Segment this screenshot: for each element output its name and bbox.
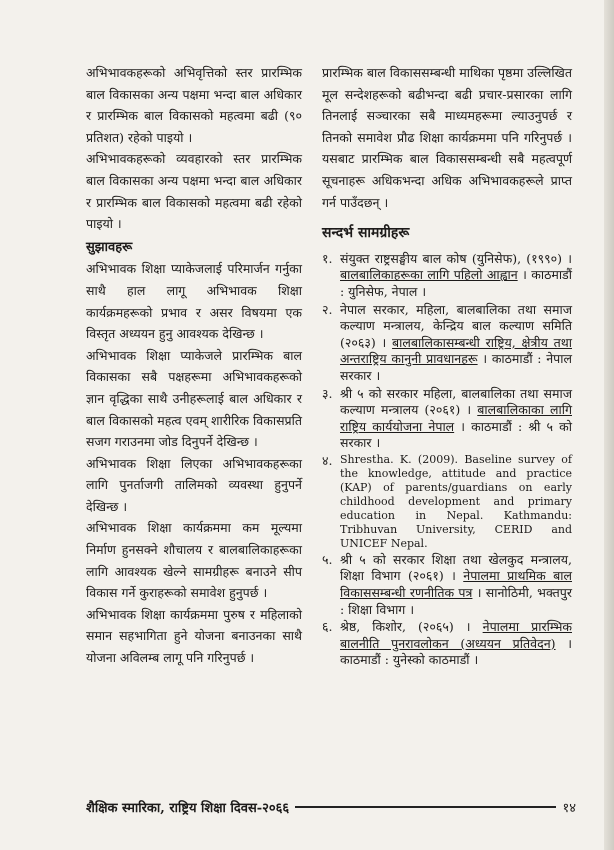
reference-text: [340, 552, 572, 618]
suggestion-paragraph-6: प्रारम्भिक बाल विकाससम्बन्धी माथिका पृष्ठमा उल्लिखित मूल सन्देशहरूको बढीभन्दा बढी प्रचार-प्रसारका लागि तिनलाई सञ्चारका सबै माध्यमहरूमा ल्याउनुपर्छ र तिनको समावेश प्रौढ शिक्षा कार्यक्रममा पनि गरिनुपर्छ । यसबाट प्रारम्भिक बाल विकाससम्बन्धी सबै महत्वपूर्ण सूचनाहरू अधिकभन्दा अधिक अभिभावकहरूले प्राप्त गर्न पाउँदछन् ।: [322, 65, 572, 210]
reference-item: [322, 552, 572, 618]
reference-item: [322, 251, 572, 301]
footer-rule: [295, 806, 556, 808]
reference-title: बालबालिकाका लागि राष्ट्रिय कार्ययोजना नेपाल: [340, 402, 572, 434]
reference-item: [322, 453, 572, 551]
reference-number: ३.: [322, 385, 333, 401]
suggestion-paragraph-5: अभिभावक शिक्षा कार्यक्रममा पुरुष र महिलाको समान सहभागिता हुने योजना बनाउनका साथै योजना अविलम्ब लागू पनि गरिनुपर्छ ।: [86, 606, 302, 666]
reference-title: बालबालिकासम्बन्धी राष्ट्रिय, क्षेत्रीय तथा अन्तराष्ट्रिय कानुनी प्रावधानहरू: [340, 334, 572, 367]
reference-number: ५.: [322, 551, 333, 567]
reference-text: [340, 302, 572, 385]
reference-number: १.: [322, 250, 333, 266]
reference-text-post: । काठमाडौं : युनिसेफ, नेपाल ।: [340, 267, 572, 299]
references-list: [322, 251, 572, 669]
reference-item: [322, 619, 572, 669]
reference-text-pre: संयुक्त राष्ट्रसङ्घीय बाल कोष (युनिसेफ), (१९९०) ।: [340, 250, 572, 266]
findings-paragraph-2: अभिभावकहरूको व्यवहारको स्तर प्रारम्भिक बाल विकासका अन्य पक्षमा भन्दा बाल अधिकार र प्रारम्भिक बाल विकासको महत्वमा बढी रहेको पाइयो ।: [86, 151, 302, 232]
reference-text-pre: श्री ५ को सरकार महिला, बालबालिका तथा समाज कल्याण मन्त्रालय (२०६१) ।: [340, 385, 572, 418]
page-footer: [86, 797, 576, 817]
findings-paragraph-1: अभिभावकहरूको अभिवृत्तिको स्तर प्रारम्भिक बाल विकासका अन्य पक्षमा भन्दा बाल अधिकार र प्रारम्भिक बाल विकासको महत्वमा बढी (९० प्रतिशत) रहेको पाइयो ।: [86, 65, 302, 145]
reference-title: नेपालमा प्रारम्भिक बालनीति पुनरावलोकन (अध्ययन प्रतिवेदन): [340, 619, 572, 651]
reference-title: नेपालमा प्राथमिक बाल विकाससम्बन्धी रणनीतिक पत्र: [340, 568, 572, 601]
suggestions-heading: सुझावहरू: [86, 239, 133, 255]
reference-text-post: । काठमाडौं : युनेस्को काठमाडौं ।: [340, 635, 572, 668]
reference-text-pre: Shrestha. K. (2009). Baseline survey of the knowledge, attitude and practice (KAP) of parents/guardians on early childhood development and primary education in Nepal. Kathmandu: Tribhuvan University, CERID and UNICEF Nepal.: [340, 452, 572, 550]
right-column: [322, 62, 572, 670]
reference-number: ४.: [322, 452, 333, 468]
suggestion-paragraph-1: अभिभावक शिक्षा प्याकेजलाई परिमार्जन गर्नुका साथै हाल लागू अभिभावक शिक्षा कार्यक्रमहरूको प्रभाव र असर विषयमा एक विस्तृत अध्ययन हुनु आवश्यक देखिन्छ ।: [86, 261, 302, 342]
reference-text: [340, 453, 572, 551]
reference-item: [322, 386, 572, 452]
reference-text-post: । सानोठिमी, भक्तपुर : शिक्षा विभाग ।: [340, 585, 572, 617]
page-number: १४: [562, 801, 576, 816]
reference-text-pre: श्रेष्ठ, किशोर, (२०६५) ।: [340, 619, 483, 635]
suggestion-paragraph-2: अभिभावक शिक्षा प्याकेजले प्रारम्भिक बाल विकासका सबै पक्षहरूमा अभिभावकहरूको ज्ञान वृद्धिका साथै उनीहरूलाई बाल अधिकार र बाल विकासको महत्व एवम् शारीरिक विकासप्रति सजग गराउनमा जोड दिनुपर्ने देखिन्छ ।: [86, 347, 302, 450]
reference-text-post: । काठमाडौं : श्री ५ को सरकार ।: [340, 418, 572, 451]
reference-item: [322, 302, 572, 385]
footer-publication-title: शैक्षिक स्मारिका, राष्ट्रिय शिक्षा दिवस-२०६६: [86, 801, 290, 816]
suggestion-paragraph-4: अभिभावक शिक्षा कार्यक्रममा कम मूल्यमा निर्माण हुनसक्ने शौचालय र बालबालिकाहरूका लागि आवश्यक खेल्ने सामग्रीहरू बनाउने सीप विकास गर्ने कुराहरूको समावेश हुनुपर्छ ।: [86, 520, 302, 601]
reference-text: [340, 619, 572, 669]
reference-number: २.: [322, 301, 333, 317]
reference-title: बालबालिकाहरूका लागि पहिलो आह्वान: [340, 267, 518, 283]
reference-text-post: । काठमाडौं : नेपाल सरकार ।: [340, 351, 572, 383]
left-column: [86, 62, 302, 669]
suggestion-paragraph-3: अभिभावक शिक्षा लिएका अभिभावकहरूका लागि पुनर्ताजगी तालिमको व्यवस्था हुनुपर्ने देखिन्छ ।: [86, 455, 302, 514]
reference-text: [340, 386, 572, 452]
reference-text-pre: नेपाल सरकार, महिला, बालबालिका तथा समाज कल्याण मन्त्रालय, केन्द्रिय बाल कल्याण समिति (२०६३) ।: [340, 301, 572, 350]
references-heading: सन्दर्भ सामग्रीहरू: [322, 225, 410, 242]
reference-number: ६.: [322, 619, 333, 635]
page-edge: [604, 0, 614, 850]
reference-text: [340, 251, 572, 301]
reference-text-pre: श्री ५ को सरकार शिक्षा तथा खेलकुद मन्त्रालय, शिक्षा विभाग (२०६१) ।: [340, 551, 572, 584]
